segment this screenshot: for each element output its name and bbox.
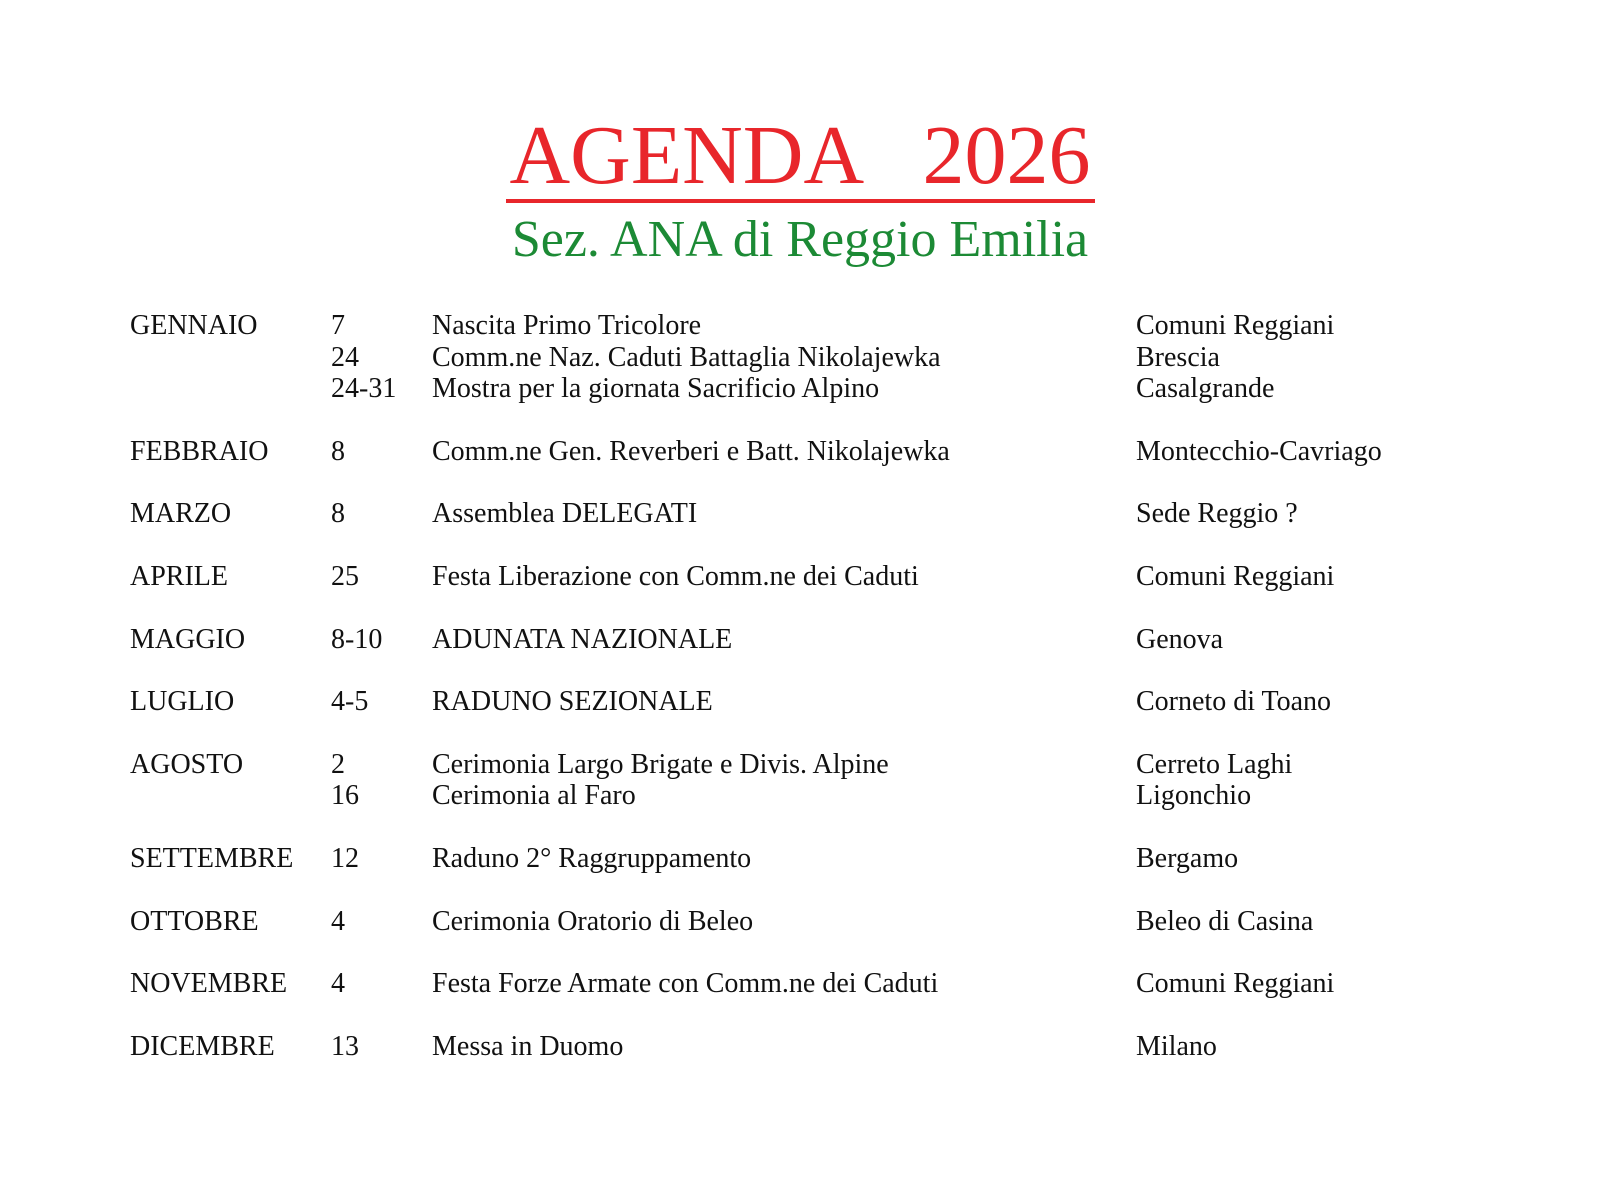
entry-event: RADUNO SEZIONALE xyxy=(432,686,713,718)
entry-event: Raduno 2° Raggruppamento xyxy=(432,842,752,874)
agenda-entry xyxy=(130,498,1510,530)
agenda-entry xyxy=(130,968,1510,1000)
entry-event: ADUNATA NAZIONALE xyxy=(432,623,733,655)
month-block-febbraio xyxy=(130,436,1510,468)
month-label: AGOSTO xyxy=(130,748,244,780)
entry-event: Cerimonia al Faro xyxy=(432,780,636,812)
month-block-settembre xyxy=(130,843,1510,875)
month-block-ottobre xyxy=(130,906,1510,938)
entry-place: Montecchio-Cavriago xyxy=(1136,435,1382,467)
entry-place: Milano xyxy=(1136,1030,1217,1062)
entry-day: 4 xyxy=(331,905,345,937)
entry-place: Comuni Reggiani xyxy=(1136,560,1335,592)
entry-event: Messa in Duomo xyxy=(432,1030,624,1062)
month-block-marzo xyxy=(130,498,1510,530)
month-block-novembre xyxy=(130,968,1510,1000)
entry-day: 4 xyxy=(331,968,345,1000)
month-block-gennaio xyxy=(130,310,1510,405)
entry-place: Comuni Reggiani xyxy=(1136,968,1335,1000)
month-label: FEBBRAIO xyxy=(130,435,269,467)
month-label: NOVEMBRE xyxy=(130,968,288,1000)
entry-place: Comuni Reggiani xyxy=(1136,310,1335,341)
entry-event: Festa Forze Armate con Comm.ne dei Caduti xyxy=(432,968,939,1000)
entry-day: 8-10 xyxy=(331,623,383,655)
month-block-aprile xyxy=(130,561,1510,593)
title-text: AGENDA 2026 xyxy=(506,113,1095,203)
agenda-entry xyxy=(130,1031,1510,1063)
month-label: APRILE xyxy=(130,560,228,592)
entry-day: 25 xyxy=(331,560,359,592)
entry-day: 2 xyxy=(331,748,345,780)
entry-event: Nascita Primo Tricolore xyxy=(432,310,702,341)
agenda-entry xyxy=(130,310,1510,342)
month-label: DICEMBRE xyxy=(130,1030,275,1062)
entry-place: Bergamo xyxy=(1136,842,1239,874)
entry-event: Cerimonia Oratorio di Beleo xyxy=(432,905,754,937)
entry-event: Festa Liberazione con Comm.ne dei Caduti xyxy=(432,560,919,592)
entry-event: Comm.ne Naz. Caduti Battaglia Nikolajewka xyxy=(432,341,941,373)
month-block-luglio xyxy=(130,686,1510,718)
month-label: OTTOBRE xyxy=(130,905,259,937)
entry-place: Cerreto Laghi xyxy=(1136,748,1293,780)
agenda-entry xyxy=(130,780,1510,812)
agenda-list xyxy=(130,310,1510,1093)
month-block-agosto xyxy=(130,749,1510,812)
agenda-entry xyxy=(130,686,1510,718)
entry-place: Corneto di Toano xyxy=(1136,686,1332,718)
month-block-dicembre xyxy=(130,1031,1510,1063)
entry-day: 8 xyxy=(331,498,345,530)
entry-event: Cerimonia Largo Brigate e Divis. Alpine xyxy=(432,748,889,780)
entry-day: 7 xyxy=(331,310,345,341)
entry-day: 24 xyxy=(331,341,359,373)
month-label: LUGLIO xyxy=(130,686,235,718)
entry-day: 24-31 xyxy=(331,373,397,405)
entry-event: Mostra per la giornata Sacrificio Alpino xyxy=(432,373,880,405)
month-label: MAGGIO xyxy=(130,623,246,655)
entry-place: Genova xyxy=(1136,623,1224,655)
entry-event: Comm.ne Gen. Reverberi e Batt. Nikolajewka xyxy=(432,435,950,467)
agenda-entry xyxy=(130,906,1510,938)
agenda-entry xyxy=(130,749,1510,781)
entry-day: 12 xyxy=(331,842,359,874)
agenda-entry xyxy=(130,843,1510,875)
entry-place: Brescia xyxy=(1136,341,1220,373)
entry-place: Beleo di Casina xyxy=(1136,905,1314,937)
entry-day: 13 xyxy=(331,1030,359,1062)
page-title xyxy=(0,108,1600,204)
agenda-entry xyxy=(130,373,1510,405)
entry-place: Sede Reggio ? xyxy=(1136,498,1298,530)
entry-day: 4-5 xyxy=(331,686,369,718)
entry-day: 16 xyxy=(331,780,359,812)
agenda-entry xyxy=(130,624,1510,656)
agenda-entry xyxy=(130,436,1510,468)
month-label: MARZO xyxy=(130,498,232,530)
entry-place: Casalgrande xyxy=(1136,373,1275,405)
agenda-entry xyxy=(130,342,1510,374)
entry-day: 8 xyxy=(331,435,345,467)
entry-event: Assemblea DELEGATI xyxy=(432,498,698,530)
page-subtitle: Sez. ANA di Reggio Emilia xyxy=(511,211,1089,268)
agenda-entry xyxy=(130,561,1510,593)
month-block-maggio xyxy=(130,624,1510,656)
entry-place: Ligonchio xyxy=(1136,780,1252,812)
month-label: GENNAIO xyxy=(130,310,258,341)
month-label: SETTEMBRE xyxy=(130,842,294,874)
